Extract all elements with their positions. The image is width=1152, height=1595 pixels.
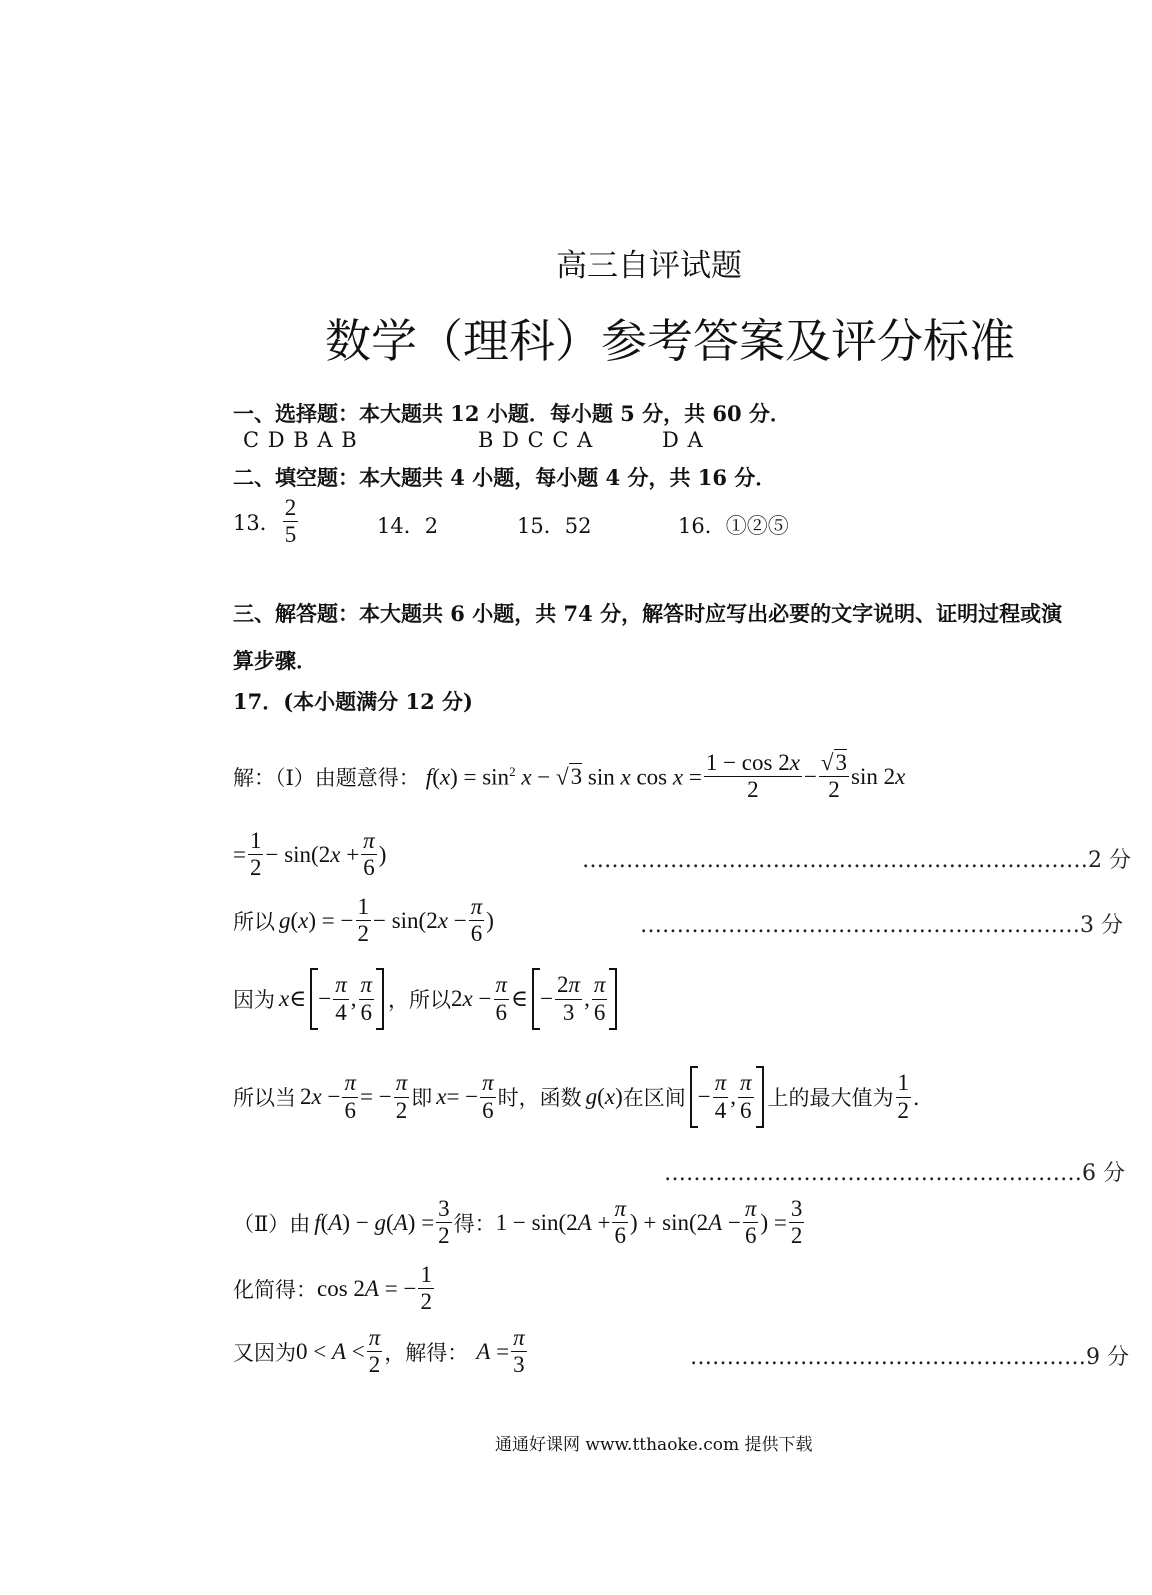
answer-14: 14．2 — [377, 514, 439, 538]
answer-13-denominator: 5 — [284, 522, 297, 548]
question-17-heading: 17．(本小题满分 12 分) — [233, 689, 473, 714]
page-subtitle: 高三自评试题 — [556, 248, 742, 284]
answer-13 — [233, 495, 300, 549]
answer-13-label: 13． — [233, 510, 281, 535]
part1-label: 解：（Ⅰ）由题意得： — [233, 765, 420, 790]
choice-answers-1-5: C D B A B — [243, 428, 358, 452]
section-choice-heading: 一、选择题：本大题共 12 小题．每小题 5 分，共 60 分． — [233, 401, 791, 426]
answer-16: 16．①②⑤ — [678, 514, 789, 538]
frac-1-cos2x-over-2: $\frac{1 - \cos 2x}{2}$ — [705, 750, 800, 803]
page-title: 数学（理科）参考答案及评分标准 — [325, 314, 1015, 368]
solution-line-domain: 因为 x ∈ − $\frac{\pi}{4}$ , $\frac{\pi}{6}$ ，所以 2x − $\frac{\pi}{6}$ ∈ − $\frac{2\pi}{3}$ , $\frac{\pi}{6}$ — [233, 968, 621, 1030]
solution-line-fx: 解：（Ⅰ）由题意得： $f(x) = \sin^2 x - √3$ sin x cos x = $\frac{1 - \cos 2x}{2}$ − $\frac{√3}{2}$ sin 2x — [233, 750, 906, 803]
score-9: ………………………………………………9 分 — [690, 1345, 1129, 1370]
score-3: ……………………………………………………3 分 — [640, 913, 1123, 938]
solution-line-simplified: = $\frac{1}{2}$ − sin(2x + $\frac{\pi}{6}$ ) — [233, 828, 387, 881]
choice-answers-6-10: B D C C A — [478, 428, 594, 452]
footer-source: 通通好课网 www.tthaoke.com 提供下载 — [495, 1435, 813, 1455]
solution-part2-line1: （Ⅱ）由 f(A) − g(A) = $\frac{3}{2}$ 得： 1 − sin(2A + $\frac{\pi}{6}$ ) + sin(2A − $\frac{\pi}{6}$ ) = $\frac{3}{2}$ — [233, 1196, 803, 1249]
score-6: …………………………………………………6 分 — [664, 1161, 1125, 1186]
section-solve-heading-line1: 三、解答题：本大题共 6 小题，共 74 分，解答时应写出必要的文字说明、证明过程或演 — [233, 601, 1063, 626]
score-2: ……………………………………………………………2 分 — [582, 848, 1131, 873]
frac-sqrt3-over-2: $\frac{√3}{2}$ — [820, 750, 848, 803]
solution-line-gx: 所以 g(x) = − $\frac{1}{2}$ − sin(2x − $\frac{\pi}{6}$ ) — [233, 894, 494, 947]
solution-part2-line2: 化简得： cos 2A = − $\frac{1}{2}$ — [233, 1262, 432, 1315]
solution-line-maximum: 所以当 2x − $\frac{\pi}{6}$ = − $\frac{\pi}{2}$ 即 x = − $\frac{\pi}{6}$ 时，函数 g(x) 在区间 − $\frac{\pi}{4}$ , $\frac{\pi}{6}$ 上的最大值为 $\frac{1}{2}$ ． — [233, 1066, 934, 1128]
choice-answers-11-12: D A — [662, 428, 704, 452]
fx-expression: $f(x) = \sin^2 x - √3$ sin x cos x = — [425, 763, 702, 790]
section-solve-heading-line2: 算步骤． — [233, 648, 317, 673]
solution-part2-line3: 又因为 0 < A < $\frac{\pi}{2}$ ，解得： A = $\frac{\pi}{3}$ — [233, 1325, 525, 1378]
answer-13-numerator: 2 — [283, 495, 299, 522]
answer-15: 15．52 — [517, 514, 592, 538]
section-fill-heading: 二、填空题：本大题共 4 小题，每小题 4 分，共 16 分． — [233, 465, 777, 490]
answer-13-fraction — [283, 495, 299, 549]
